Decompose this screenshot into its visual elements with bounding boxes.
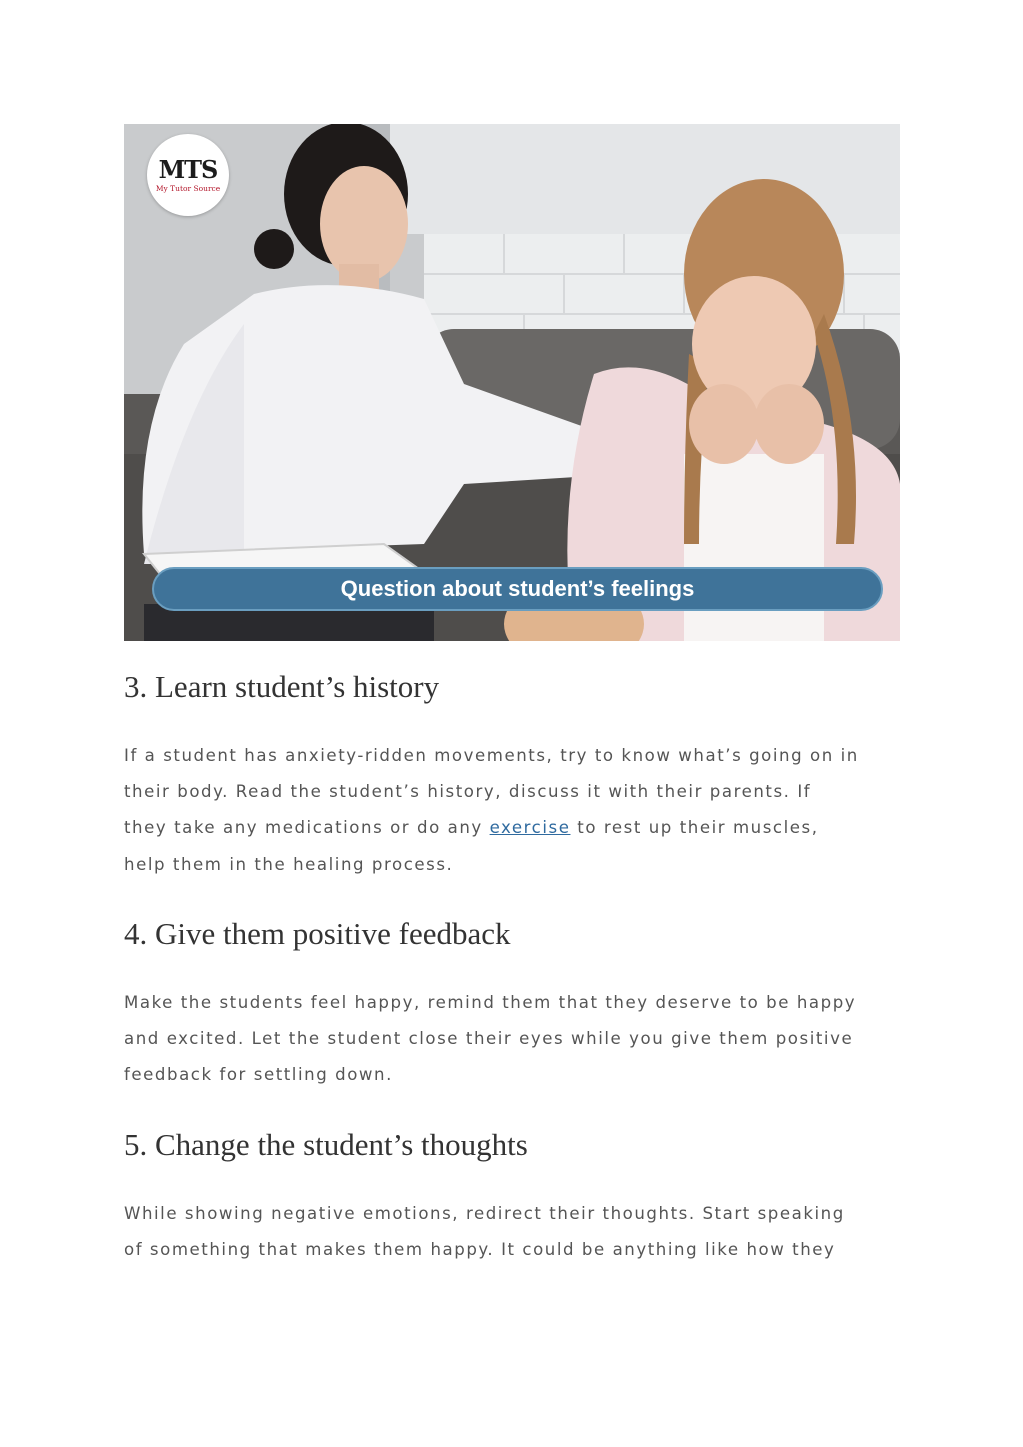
exercise-link[interactable]: exercise xyxy=(489,818,571,838)
paragraph-line: help them in the healing process. xyxy=(124,854,454,874)
logo-subtitle: My Tutor Source xyxy=(155,183,221,193)
section-heading: 3. Learn student’s history xyxy=(124,669,440,704)
paragraph-line: and excited. Let the student close their eyes while you give them positive xyxy=(124,1029,854,1049)
hero-illustration xyxy=(124,124,900,641)
hero-image xyxy=(124,124,900,641)
paragraph-line: of something that makes them happy. It could be anything like how they xyxy=(124,1240,836,1260)
section-paragraph xyxy=(124,985,914,1094)
paragraph-line: feedback for settling down. xyxy=(124,1065,393,1085)
paragraph-line: While showing negative emotions, redirect their thoughts. Start speaking xyxy=(124,1204,845,1223)
section-heading: 5. Change the student’s thoughts xyxy=(124,1127,528,1162)
paragraph-line: If a student has anxiety-ridden movements, try to know what’s going on in xyxy=(124,746,859,765)
section-paragraph xyxy=(124,1196,914,1268)
section-heading: 4. Give them positive feedback xyxy=(124,916,511,951)
image-caption: Question about student’s feelings xyxy=(340,576,695,601)
paragraph-line: they take any medications or do any xyxy=(124,818,490,838)
paragraph-line: their body. Read the student’s history, discuss it with their parents. If xyxy=(124,782,812,802)
logo-mark: MTS xyxy=(158,154,218,184)
paragraph-line: Make the students feel happy, remind them that they deserve to be happy xyxy=(124,993,857,1012)
brand-logo xyxy=(147,134,229,216)
section-paragraph xyxy=(124,738,914,883)
image-caption-bar xyxy=(152,567,883,611)
paragraph-line: to rest up their muscles, xyxy=(570,818,819,838)
